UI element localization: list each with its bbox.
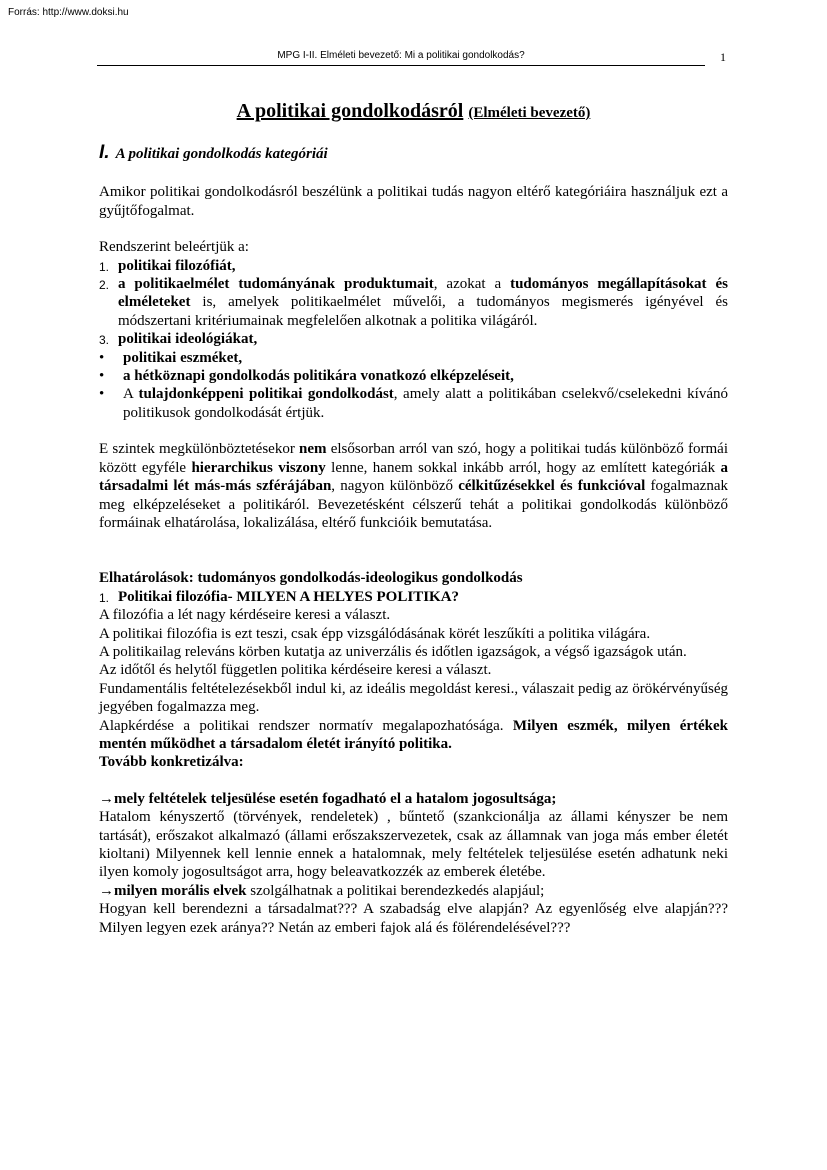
para-text: elsősorban arról van szó, hogy a politikai tudás különböző formái között egyféle — [99, 441, 728, 476]
section-number: I. — [99, 142, 110, 163]
further-text: Tovább konkretizálva: — [99, 754, 244, 771]
bullet-list — [99, 349, 728, 423]
question-text: Alapkérdése a politikai rendszer normatív megalapozhatósága. — [99, 717, 513, 734]
point1-paragraph: Hatalom kényszertő (törvények, rendeletek) , bűntető (szankcionálja az állami kényszer be nem tartását), erőszakot alkalmazó (állami erőszakszervezetek, csak az államnak van joga más ember életét kioltani) Milyennek kell lennie ennek a hatalomnak, mely feltételek teljesülése esetén adhatunk neki ilyen komoly jogosultságot arra, hogy beleavatkozzék az emberek életébe. — [99, 809, 728, 881]
point2-paragraph: Hogyan kell berendezni a társadalmat??? A szabadság elve alapján? Az egyenlőség elve alapján??? Milyen legyen ezek aránya?? Netán az emberi fajok alá és fölérendelésével??? — [99, 901, 728, 936]
para-bold: nem — [299, 441, 327, 458]
section2-heading-text: Elhatárolások: tudományos gondolkodás-ideologikus gondolkodás — [99, 570, 523, 587]
title-main: A politikai gondolkodásról — [236, 100, 464, 122]
bullet-text: a hétköznapi gondolkodás politikára vonatkozó elképzeléseit, — [123, 368, 514, 385]
bullet-item — [99, 367, 728, 385]
para-bold: célkitűzésekkel és funkcióval — [458, 478, 646, 495]
bullet-item — [99, 349, 728, 367]
philosophy-line: Az időtől és helytől független politika kérdéseire keresi a választ. — [99, 662, 492, 679]
running-header: MPG I-II. Elméleti bevezető: Mi a politikai gondolkodás? — [277, 50, 525, 61]
list-item-bold: tudományos megállapításokat és elméleteket — [118, 276, 728, 311]
list-number: 1. — [99, 590, 110, 605]
para-text: , nagyon különböző — [331, 478, 459, 495]
question-bold: Milyen eszmék, milyen értékek mentén működhet a társadalom életét irányító politika. — [99, 717, 729, 752]
para-text: lenne, hanem sokkal inkább arról, hogy az említett kategóriák — [325, 459, 721, 476]
title-sub: (Elméleti bevezető) — [468, 105, 591, 121]
header-rule — [97, 65, 705, 66]
section-title: A politikai gondolkodás kategóriái — [115, 146, 328, 162]
philosophy-line: Fundamentális feltételezésekből indul ki, az ideális megoldást keresi., válaszait pedig az örökérvényűség jegyében fogalmazza meg. — [99, 680, 728, 716]
bullet-item — [99, 385, 728, 422]
list-number: 2. — [99, 278, 110, 293]
list-item — [99, 275, 728, 330]
section2-list — [99, 588, 728, 606]
arrow-icon: → — [99, 790, 114, 807]
list-lead: Rendszerint beleértjük a: — [99, 239, 249, 256]
bullet-icon: • — [99, 386, 105, 403]
bullet-text: politikai eszméket, — [123, 349, 243, 366]
source-url: Forrás: http://www.doksi.hu — [8, 7, 129, 18]
point2-bold: milyen morális elvek — [114, 882, 247, 899]
list-item — [99, 588, 728, 606]
philosophy-line: A politikailag releváns körben kutatja az univerzális és időtlen igazságok, a végső igazságok után. — [99, 643, 687, 660]
list-item-text: , azokat a — [433, 276, 511, 293]
point1-heading — [99, 790, 728, 808]
list-item-bold: a politikaelmélet tudományának produktumait — [118, 276, 434, 293]
bullet-icon: • — [99, 368, 105, 385]
philosophy-line: A filozófia a lét nagy kérdéseire keresi a választ. — [99, 607, 391, 624]
question-paragraph — [99, 717, 728, 754]
list-item-text: Politikai filozófia- MILYEN A HELYES POLITIKA? — [118, 588, 460, 605]
arrow-icon: → — [99, 882, 114, 899]
list-item — [99, 257, 728, 275]
bullet-bold: tulajdonképpeni politikai gondolkodást — [138, 386, 394, 403]
section-heading — [99, 144, 728, 163]
list-item-text: is, amelyek politikaelmélet művelői, a tudományos megismerés igényével és módszertani kritériumainak megfelelően alkotnak a politika világáról. — [118, 294, 728, 329]
intro-paragraph: Amikor politikai gondolkodásról beszélünk a politikai tudás nagyon eltérő kategóriáira használjuk ezt a gyűjtőfogalmat. — [99, 184, 728, 219]
point1-bold: mely feltételek teljesülése esetén fogadható el a hatalom jogosultsága; — [114, 790, 557, 807]
numbered-list — [99, 257, 728, 349]
page-number: 1 — [720, 50, 726, 64]
bullet-text: A — [123, 386, 139, 403]
philosophy-line: A politikai filozófia is ezt teszi, csak épp vizsgálódásának körét leszűkíti a politika világára. — [99, 625, 651, 642]
further-label — [99, 753, 728, 771]
bullet-icon: • — [99, 349, 105, 366]
point2-heading — [99, 882, 728, 900]
list-item — [99, 330, 728, 348]
list-item-text: politikai ideológiákat, — [118, 331, 258, 348]
document-title — [99, 98, 728, 126]
list-item-text: politikai filozófiát, — [118, 257, 236, 274]
distinction-paragraph — [99, 440, 728, 532]
para-text: E szintek megkülönböztetésekor — [99, 441, 300, 458]
list-number: 3. — [99, 333, 110, 348]
para-bold: a társadalmi lét más-más szférájában — [99, 459, 728, 495]
document-body — [99, 98, 728, 937]
point2-text: szolgálhatnak a politikai berendezkedés alapjául; — [246, 882, 545, 899]
para-text: fogalmaznak meg elképzeléseket a politikáról. Bevezetésként célszerű tehát a politikai gondolkodás különböző formáinak elhatárolása, lokalizálása, eltérő funkcióik bemutatása. — [99, 478, 728, 531]
section2-heading — [99, 569, 728, 587]
bullet-text: , amely alatt a politikában cselekvő/cselekedni kívánó politikusok gondolkodását értjük. — [123, 386, 728, 421]
list-number: 1. — [99, 259, 110, 274]
para-bold: hierarchikus viszony — [191, 459, 326, 476]
